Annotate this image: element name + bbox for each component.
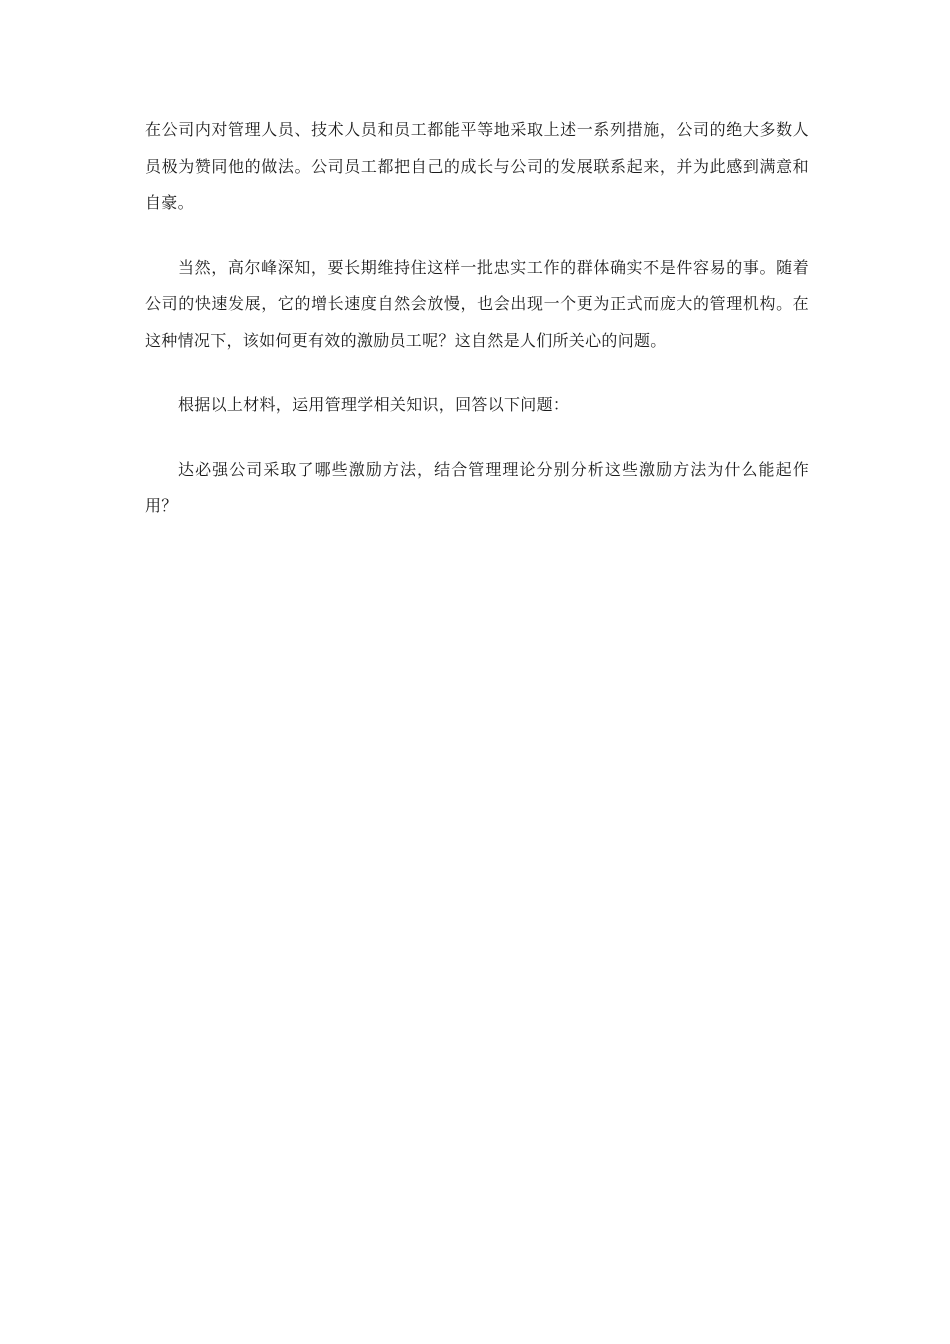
paragraph-1: 在公司内对管理人员、技术人员和员工都能平等地采取上述一系列措施，公司的绝大多数人员极为赞同他的做法。公司员工都把自己的成长与公司的发展联系起来，并为此感到满意和自豪。: [145, 120, 809, 212]
document-body: [145, 112, 809, 525]
paragraph-3: 根据以上材料，运用管理学相关知识，回答以下问题：: [178, 395, 570, 414]
question-paragraph: 达必强公司采取了哪些激励方法，结合管理理论分别分析这些激励方法为什么能起作用？: [145, 459, 809, 515]
paragraph-2: 当然，高尔峰深知，要长期维持住这样一批忠实工作的群体确实不是件容易的事。随着公司的快速发展，它的增长速度自然会放慢，也会出现一个更为正式而庞大的管理机构。在这种情况下，该如何更有效的激励员工呢？这自然是人们所关心的问题。: [145, 257, 809, 350]
